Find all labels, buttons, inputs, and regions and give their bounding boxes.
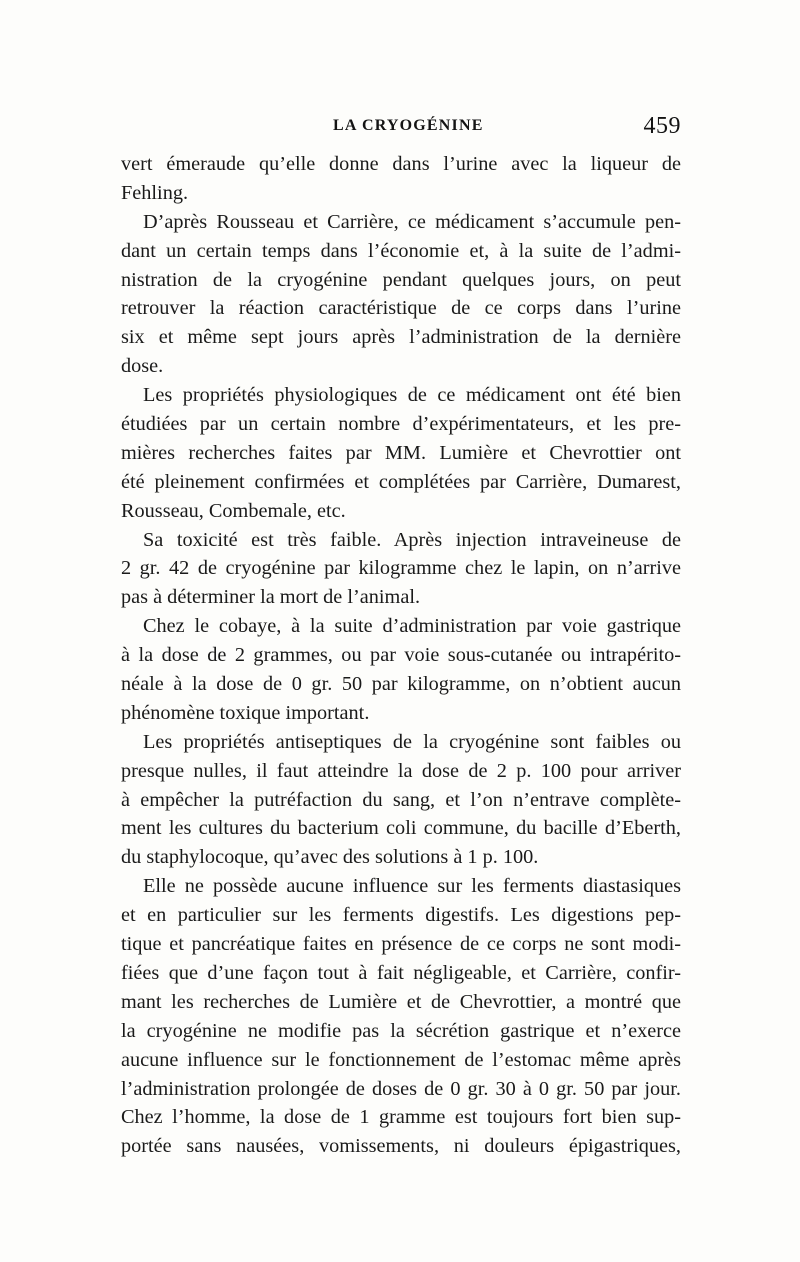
text-line: mières recherches faites par MM. Lumière et Chevrottier ont xyxy=(121,441,681,464)
text-line: six et même sept jours après l’administration de la dernière xyxy=(121,326,681,349)
text-line: 2 gr. 42 de cryogénine par kilogramme chez le lapin, on n’arrive xyxy=(121,557,681,580)
text-line: du staphylocoque, qu’avec des solutions à 1 p. 100. xyxy=(121,846,539,869)
text-line: ment les cultures du bacterium coli commune, du bacille d’Eberth, xyxy=(121,817,681,840)
text-line: Sa toxicité est très faible. Après injection intraveineuse de xyxy=(143,528,681,551)
text-line: aucune influence sur le fonctionnement de l’estomac même après xyxy=(121,1048,681,1071)
page-number: 459 xyxy=(643,113,681,139)
text-line: à la dose de 2 grammes, ou par voie sous-cutanée ou intrapérito- xyxy=(121,644,681,667)
text-line: Chez le cobaye, à la suite d’administration par voie gastrique xyxy=(143,615,681,638)
text-line: mant les recherches de Lumière et de Chevrottier, a montré que xyxy=(121,990,681,1013)
text-line: l’administration prolongée de doses de 0 gr. 30 à 0 gr. 50 par jour. xyxy=(121,1077,681,1100)
text-line: tique et pancréatique faites en présence de ce corps ne sont modi- xyxy=(121,933,681,956)
text-line: pas à déterminer la mort de l’animal. xyxy=(121,586,421,609)
text-line: à empêcher la putréfaction du sang, et l’on n’entrave complète- xyxy=(121,788,681,811)
text-line: été pleinement confirmées et complétées par Carrière, Dumarest, xyxy=(121,470,681,493)
text-line: Rousseau, Combemale, etc. xyxy=(121,499,346,522)
text-line: et en particulier sur les ferments digestifs. Les digestions pep- xyxy=(121,904,681,927)
text-line: presque nulles, il faut atteindre la dose de 2 p. 100 pour arriver xyxy=(121,759,681,782)
text-line: étudiées par un certain nombre d’expérimentateurs, et les pre- xyxy=(121,413,681,436)
body-text xyxy=(121,150,681,1161)
text-line: dose. xyxy=(121,355,164,378)
text-line: fiées que d’une façon tout à fait négligeable, et Carrière, confir- xyxy=(121,961,681,984)
text-line: phénomène toxique important. xyxy=(121,701,370,724)
text-line: vert émeraude qu’elle donne dans l’urine avec la liqueur de xyxy=(121,153,681,175)
text-line: dant un certain temps dans l’économie et, à la suite de l’admi- xyxy=(121,239,681,262)
text-line: Chez l’homme, la dose de 1 gramme est toujours fort bien sup- xyxy=(121,1106,681,1129)
running-head xyxy=(121,114,681,140)
text-line: Les propriétés antiseptiques de la cryogénine sont faibles ou xyxy=(143,730,681,753)
text-line: néale à la dose de 0 gr. 50 par kilogramme, on n’obtient aucun xyxy=(121,673,681,696)
text-line: la cryogénine ne modifie pas la sécrétion gastrique et n’exerce xyxy=(121,1019,681,1042)
text-line: retrouver la réaction caractéristique de ce corps dans l’urine xyxy=(121,297,681,320)
running-head-title: LA CRYOGÉNINE xyxy=(333,117,484,134)
text-line: Fehling. xyxy=(121,181,189,204)
text-line: nistration de la cryogénine pendant quelques jours, on peut xyxy=(121,268,681,291)
text-line: Elle ne possède aucune influence sur les ferments diastasiques xyxy=(143,875,681,898)
text-line: Les propriétés physiologiques de ce médicament ont été bien xyxy=(143,384,681,407)
text-line: portée sans nausées, vomissements, ni douleurs épigastriques, xyxy=(121,1135,681,1158)
text-line: D’après Rousseau et Carrière, ce médicament s’accumule pen- xyxy=(143,210,681,233)
